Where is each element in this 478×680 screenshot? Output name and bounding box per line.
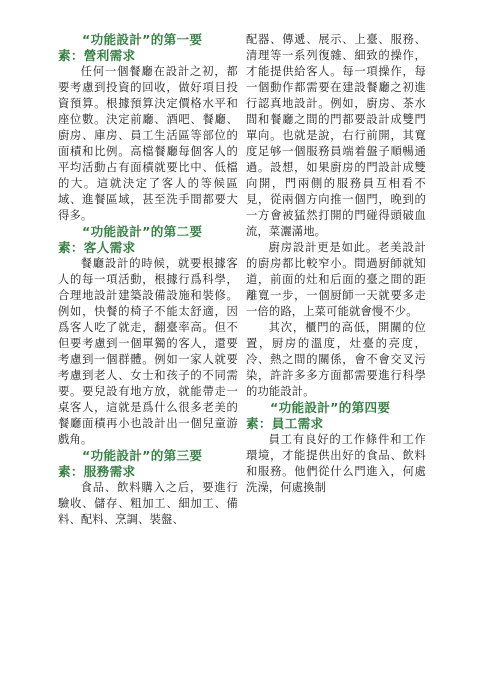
- paragraph-profit: 任何一個餐廳在設計之初，都要考慮到投資的回收，做好項目投資預算。根據預算決定價格水平和座位數。決定前廳、酒吧、餐廳、廚房、庫房、員工生活區等部位的面積和比例。高檔餐廳每個客人的平均活動占有面積就要比中、低檔的大。這就決定了客人的等候區域、進餐區域，甚至洗手間都要大得多。: [58, 65, 238, 222]
- heading-line: 素：員工需求: [246, 416, 324, 431]
- heading-line: “功能設計”的第三要: [82, 448, 203, 463]
- heading-line: 素：營利需求: [58, 48, 136, 63]
- heading-line: “功能設計”的第四要: [270, 400, 391, 415]
- paragraph-service: 食品、飲料購入之后，要進行驗收、儲存、粗加工、細加工、備料、配料、烹調、裝盤、: [58, 481, 238, 526]
- heading-line: “功能設計”的第二要: [82, 224, 203, 239]
- paragraph-staff: 員工有良好的工作條件和工作環境，才能提供出好的食品、飲料和服務。他們從什么門進入，何處洗澡，何處換制: [246, 433, 426, 494]
- paragraph-service-continued: 配器、傳遞、展示、上臺、服務、清理等一系列復雜、細致的操作，才能提供給客人。每一項操作，每一個動作都需要在建設餐廳之初進行認真地設計。例如，廚房、茶水間和餐廳之間的門都要設計成雙門單向。也就是說，右行前開，其寬度足够一個服務員端着盤子順暢通過。設想，如果廚房的門設計成雙向開，門兩側的服務員互相看不見，從兩個方向推一個門，晚到的一方會被猛然打開的門碰得頭破血流，菜灑滿地。: [246, 33, 426, 238]
- section-heading-profit: [58, 32, 238, 64]
- right-column: [246, 32, 426, 496]
- section-heading-customer: [58, 224, 238, 256]
- paragraph-kitchen: 廚房設計更是如此。老美設計的廚房都比較窄小。問過厨師就知道，前面的灶和后面的臺之間的距離寬一步，一個厨師一天就要多走一倍的路，上菜可能就會慢不少。: [246, 241, 426, 318]
- paragraph-customer: 餐廳設計的時候，就要根據客人的每一項活動，根據行爲科學，合理地設計建築設備設施和裝修。例如，快餐的椅子不能太舒適，因爲客人吃了就走，翻臺率高。但不但要考慮到一個單獨的客人，還要考慮到一個群體。例如一家人就要考慮到老人、女士和孩子的不同需要。要兒設有地方放，就能帶走一桌客人，這就是爲什么很多老美的餐廳面積再小也設計出一個兒童游戲角。: [58, 257, 238, 446]
- paragraph-details: 其次，櫃門的高低，開關的位置，厨房的溫度，灶臺的亮度，冷、熱之間的關係，會不會交叉污染，許許多多方面都需要進行科學的功能設計。: [246, 321, 426, 398]
- heading-line: 素：服務需求: [58, 464, 136, 479]
- section-heading-service: [58, 448, 238, 480]
- left-column: [58, 32, 238, 528]
- heading-line: 素：客人需求: [58, 240, 136, 255]
- heading-line: “功能設計”的第一要: [82, 32, 203, 47]
- section-heading-staff: [246, 400, 426, 432]
